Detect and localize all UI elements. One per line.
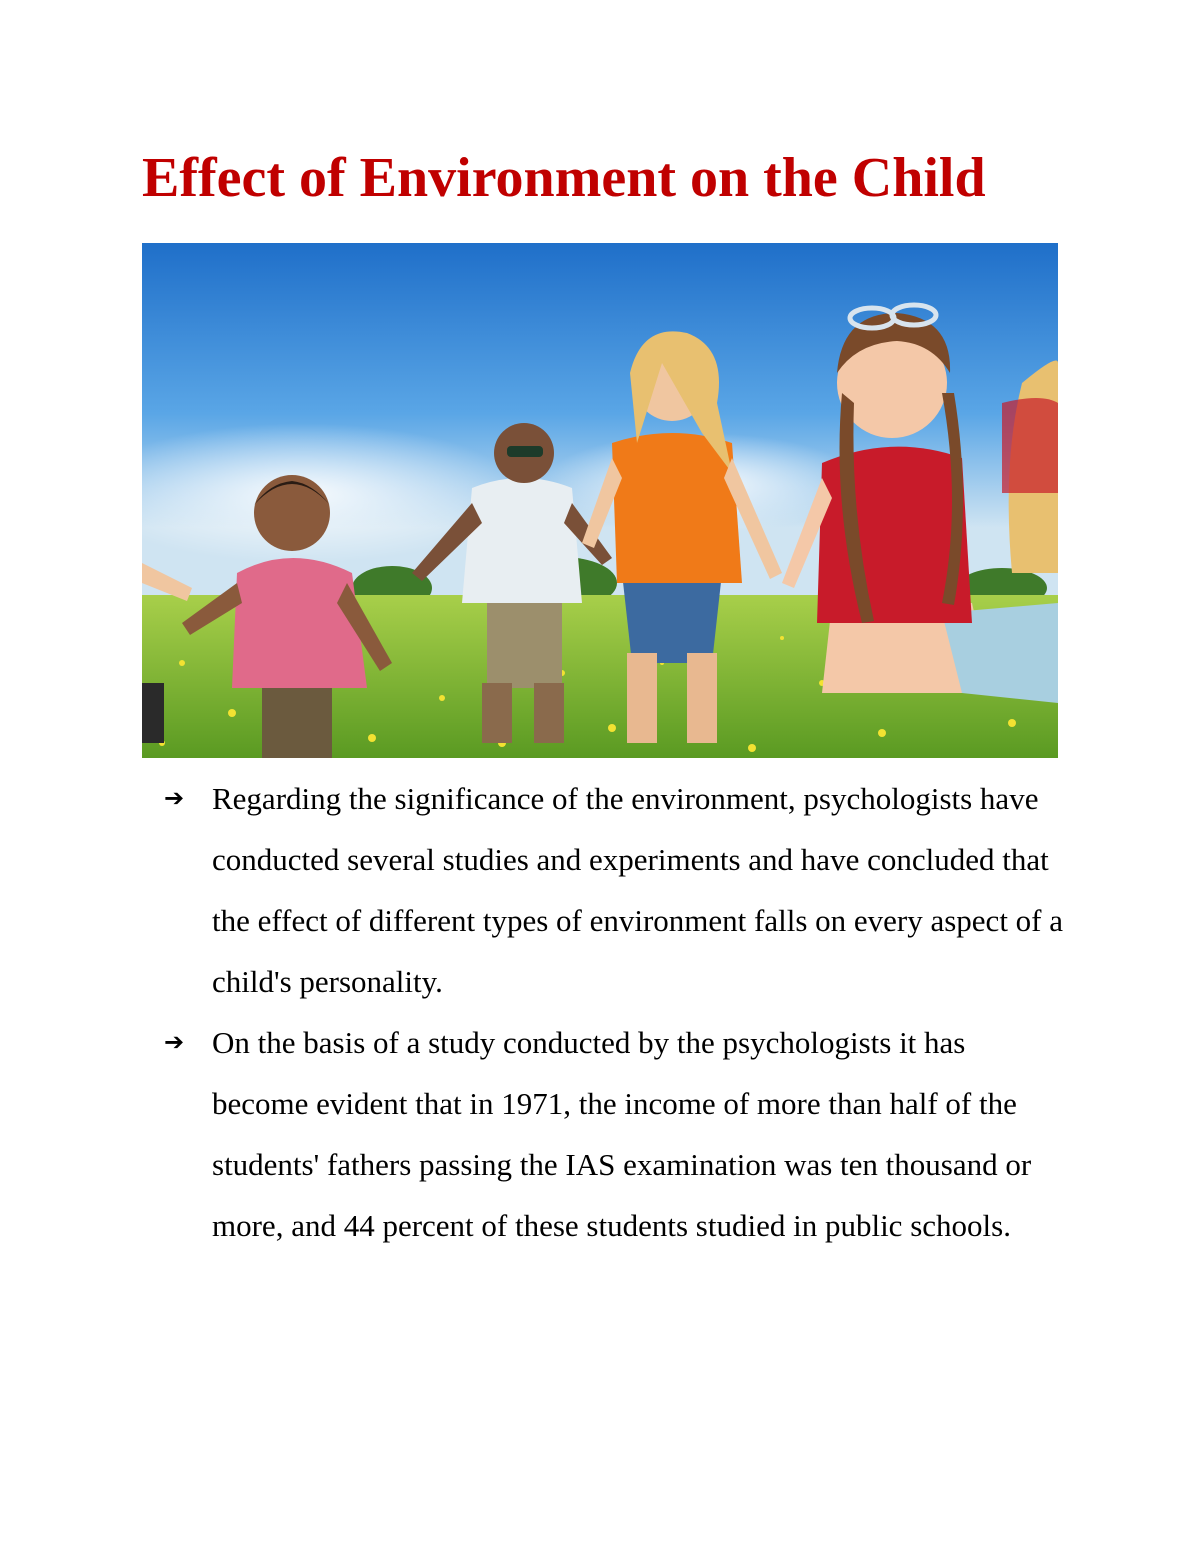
arrow-right-icon: ➔ (164, 784, 185, 812)
page-title: Effect of Environment on the Child (142, 147, 986, 209)
bullet-list (164, 768, 1064, 1256)
bullet-text: Regarding the significance of the environment, psychologists have conducted several studies and experiments and have concluded that the effect of different types of environment falls on every aspect of a child's personality. (212, 781, 1064, 999)
bullet-item (164, 768, 1064, 1012)
arrow-right-icon: ➔ (164, 1028, 185, 1056)
bullet-text: On the basis of a study conducted by the psychologists it has become evident that in 1971, the income of more than half of the students' fathers passing the IAS examination was ten thousand or more, and 44 percent of these students studied in public schools. (212, 1025, 1032, 1243)
bullet-item (164, 1012, 1064, 1256)
children-playing-photo (142, 243, 1058, 758)
